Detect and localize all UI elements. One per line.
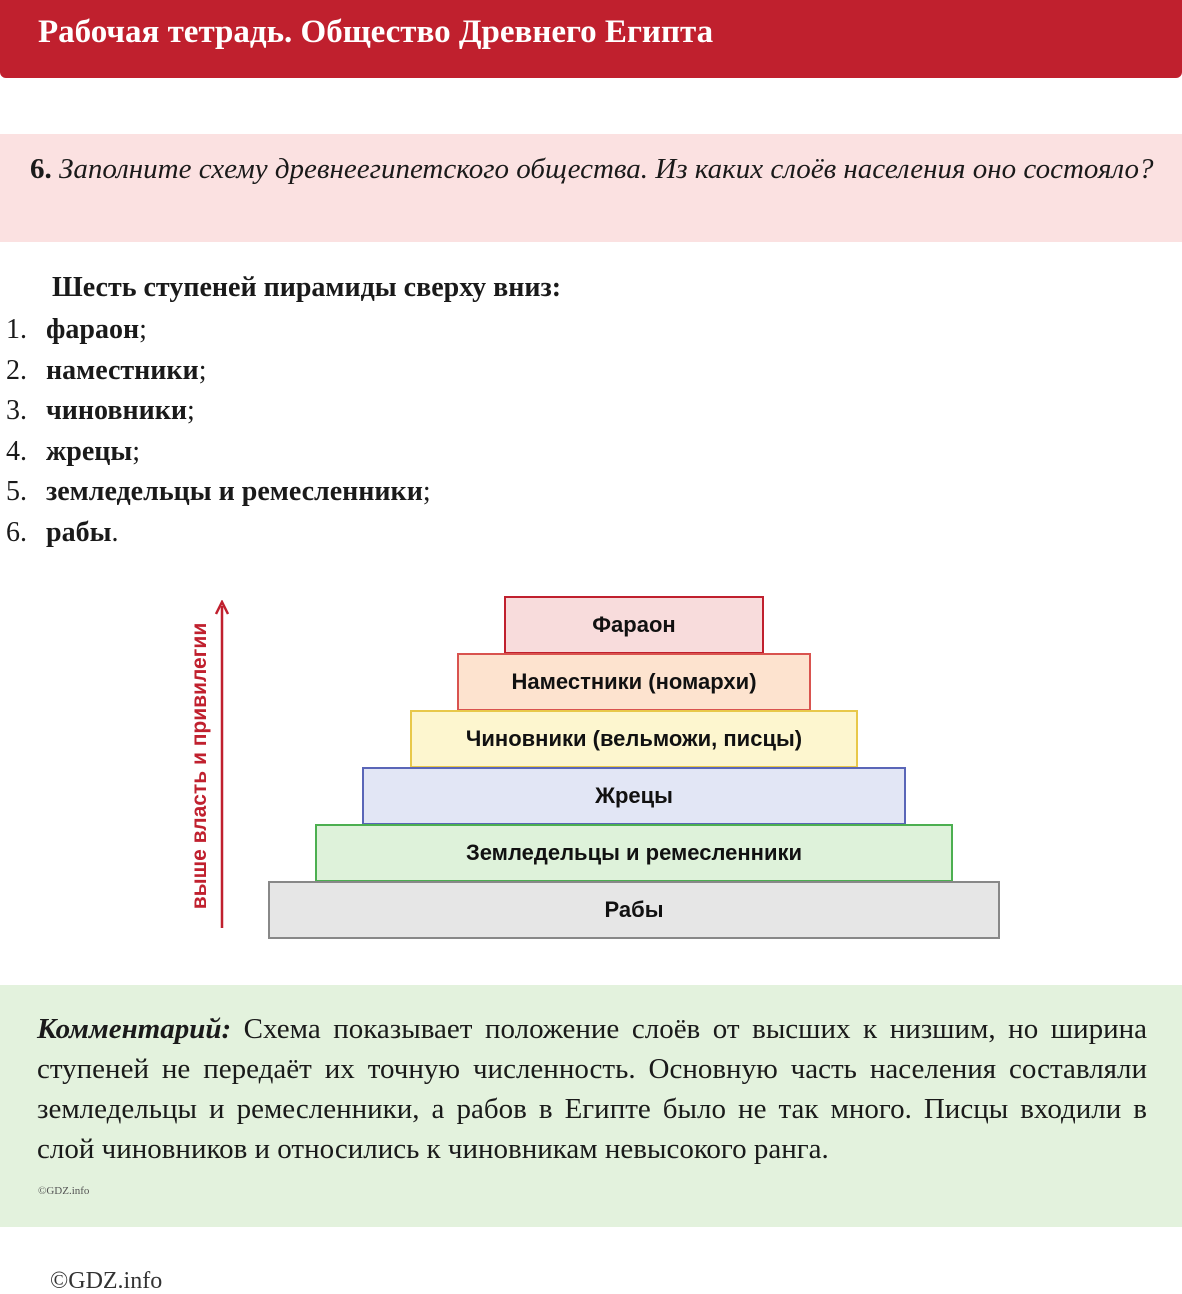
list-item <box>6 472 431 513</box>
copyright: ©GDZ.info <box>50 1268 163 1294</box>
comment-box <box>0 985 1182 1227</box>
list-item-number: 2. <box>6 354 27 386</box>
pyramid-axis-label: выше власть и привилегии <box>188 622 211 910</box>
list-item-punct: ; <box>139 314 147 345</box>
steps-heading: Шесть ступеней пирамиды сверху вниз: <box>52 272 562 303</box>
task-question: Заполните схему древнеегипетского общества. Из каких слоёв населения оно состояло? <box>59 153 1154 185</box>
comment-label: Комментарий: <box>37 1013 232 1045</box>
copyright-small: ©GDZ.info <box>38 1185 90 1197</box>
comment-text <box>37 1009 1147 1169</box>
list-item-number: 6. <box>6 516 27 548</box>
list-item-term: рабы <box>46 516 112 548</box>
pyramid-step-priests: Жрецы <box>362 767 906 825</box>
list-item <box>6 310 431 351</box>
page-title: Рабочая тетрадь. Общество Древнего Египта <box>38 14 714 50</box>
pyramid-step-officials: Чиновники (вельможи, писцы) <box>410 710 858 768</box>
list-item-punct: ; <box>198 354 207 386</box>
pyramid-step-governors: Наместники (номархи) <box>457 653 811 711</box>
list-item <box>6 351 431 392</box>
task-text <box>30 148 1160 190</box>
pyramid-step-slaves: Рабы <box>268 881 1000 939</box>
list-item-number: 1. <box>6 314 27 345</box>
comment-body: Схема показывает положение слоёв от высших к низшим, но ширина ступеней не передаёт их точную численность. Основную часть населения составляли земледельцы и ремесленники, а рабов в Египте было не так много. Писцы входили в слой чиновников и относились к чиновникам невысокого ранга. <box>37 1013 1147 1165</box>
task-number: 6. <box>30 153 52 185</box>
list-item-term: жрецы <box>46 435 133 467</box>
list-item-term: земледельцы и ремесленники <box>46 476 423 507</box>
list-item <box>6 513 431 554</box>
list-item-number: 3. <box>6 395 27 426</box>
list-item-term: чиновники <box>46 395 188 426</box>
pyramid-step-pharaoh: Фараон <box>504 596 764 654</box>
pyramid-step-farmers: Земледельцы и ремесленники <box>315 824 953 882</box>
list-item-number: 4. <box>6 435 27 467</box>
list-item <box>6 432 431 473</box>
header-bar <box>0 0 1182 78</box>
list-item <box>6 391 431 432</box>
list-item-punct: ; <box>132 435 141 467</box>
list-item-punct: ; <box>422 476 431 507</box>
list-item-number: 5. <box>6 476 27 507</box>
list-item-term: наместники <box>46 354 199 386</box>
list-item-punct: . <box>111 516 119 548</box>
task-box <box>0 134 1182 242</box>
list-item-punct: ; <box>187 395 195 426</box>
up-arrow-icon <box>210 600 234 930</box>
list-item-term: фараон <box>46 314 140 345</box>
steps-list <box>6 310 431 553</box>
